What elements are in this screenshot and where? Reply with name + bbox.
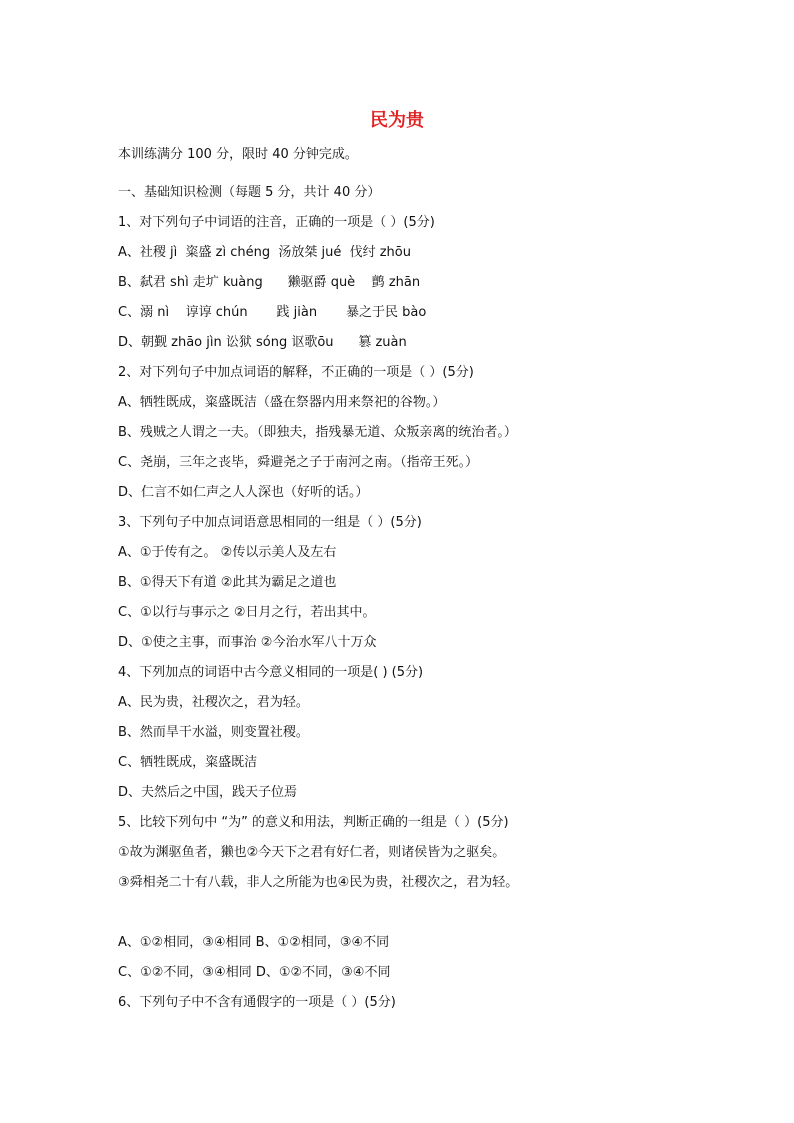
- option-2d: D、仁言不如仁声之人人深也（好听的话。）: [118, 485, 369, 500]
- question-5-sentences-1: ①故为渊驱鱼者，獭也②今天下之君有好仁者，则诸侯皆为之驱矣。: [118, 845, 506, 860]
- question-2: 2、对下列句子中加点词语的解释，不正确的一项是（ ）(5分): [118, 365, 474, 380]
- option-1d: D、朝觐 zhāo jìn 讼狱 sóng 讴歌ōu 篡 zuàn: [118, 335, 407, 350]
- option-2c: C、尧崩，三年之丧毕，舜避尧之子于南河之南。（指帝王死。）: [118, 455, 479, 470]
- question-5: 5、比较下列句中 “为” 的意义和用法，判断正确的一组是（ ）(5分): [118, 815, 509, 830]
- question-4: 4、下列加点的词语中古今意义相同的一项是( ) (5分): [118, 665, 424, 680]
- section-heading: 一、基础知识检测（每题 5 分，共计 40 分）: [118, 185, 381, 200]
- question-1: 1、对下列句子中词语的注音，正确的一项是（ ）(5分): [118, 215, 435, 230]
- option-3d: D、①使之主事，而事治 ②今治水军八十万众: [118, 635, 377, 650]
- question-3: 3、下列句子中加点词语意思相同的一组是（ ）(5分): [118, 515, 422, 530]
- option-4b: B、然而旱干水溢，则变置社稷。: [118, 725, 309, 740]
- option-1c: C、溺 nì 谆谆 chún 践 jiàn 暴之于民 bào: [118, 305, 427, 320]
- option-2b: B、残贼之人谓之一夫。（即独夫，指残暴无道、众叛亲离的统治者。）: [118, 425, 517, 440]
- option-1a: A、社稷 jì 粢盛 zì chéng 汤放桀 jué 伐纣 zhōu: [118, 245, 411, 260]
- option-3b: B、①得天下有道 ②此其为霸足之道也: [118, 575, 337, 590]
- question-6: 6、下列句子中不含有通假字的一项是（ ）(5分): [118, 995, 396, 1010]
- option-1b: B、弑君 shì 走圹 kuàng 獭驱爵 què 鹯 zhān: [118, 275, 421, 290]
- option-2a: A、牺牲既成，粢盛既洁（盛在祭器内用来祭祀的谷物。）: [118, 395, 446, 410]
- option-5-ab: A、①②相同，③④相同 B、①②相同，③④不同: [118, 935, 390, 950]
- intro-text: 本训练满分 100 分，限时 40 分钟完成。: [118, 147, 358, 162]
- question-5-sentences-2: ③舜相尧二十有八载，非人之所能为也④民为贵，社稷次之，君为轻。: [118, 875, 519, 890]
- option-4c: C、牺牲既成，粢盛既洁: [118, 755, 258, 770]
- option-4a: A、民为贵，社稷次之，君为轻。: [118, 695, 309, 710]
- option-4d: D、夫然后之中国，践天子位焉: [118, 785, 298, 800]
- option-3c: C、①以行与事示之 ②日月之行，若出其中。: [118, 605, 376, 620]
- option-5-cd: C、①②不同，③④相同 D、①②不同，③④不同: [118, 965, 391, 980]
- page-title: 民为贵: [370, 110, 424, 131]
- option-3a: A、①于传有之。 ②传以示美人及左右: [118, 545, 337, 560]
